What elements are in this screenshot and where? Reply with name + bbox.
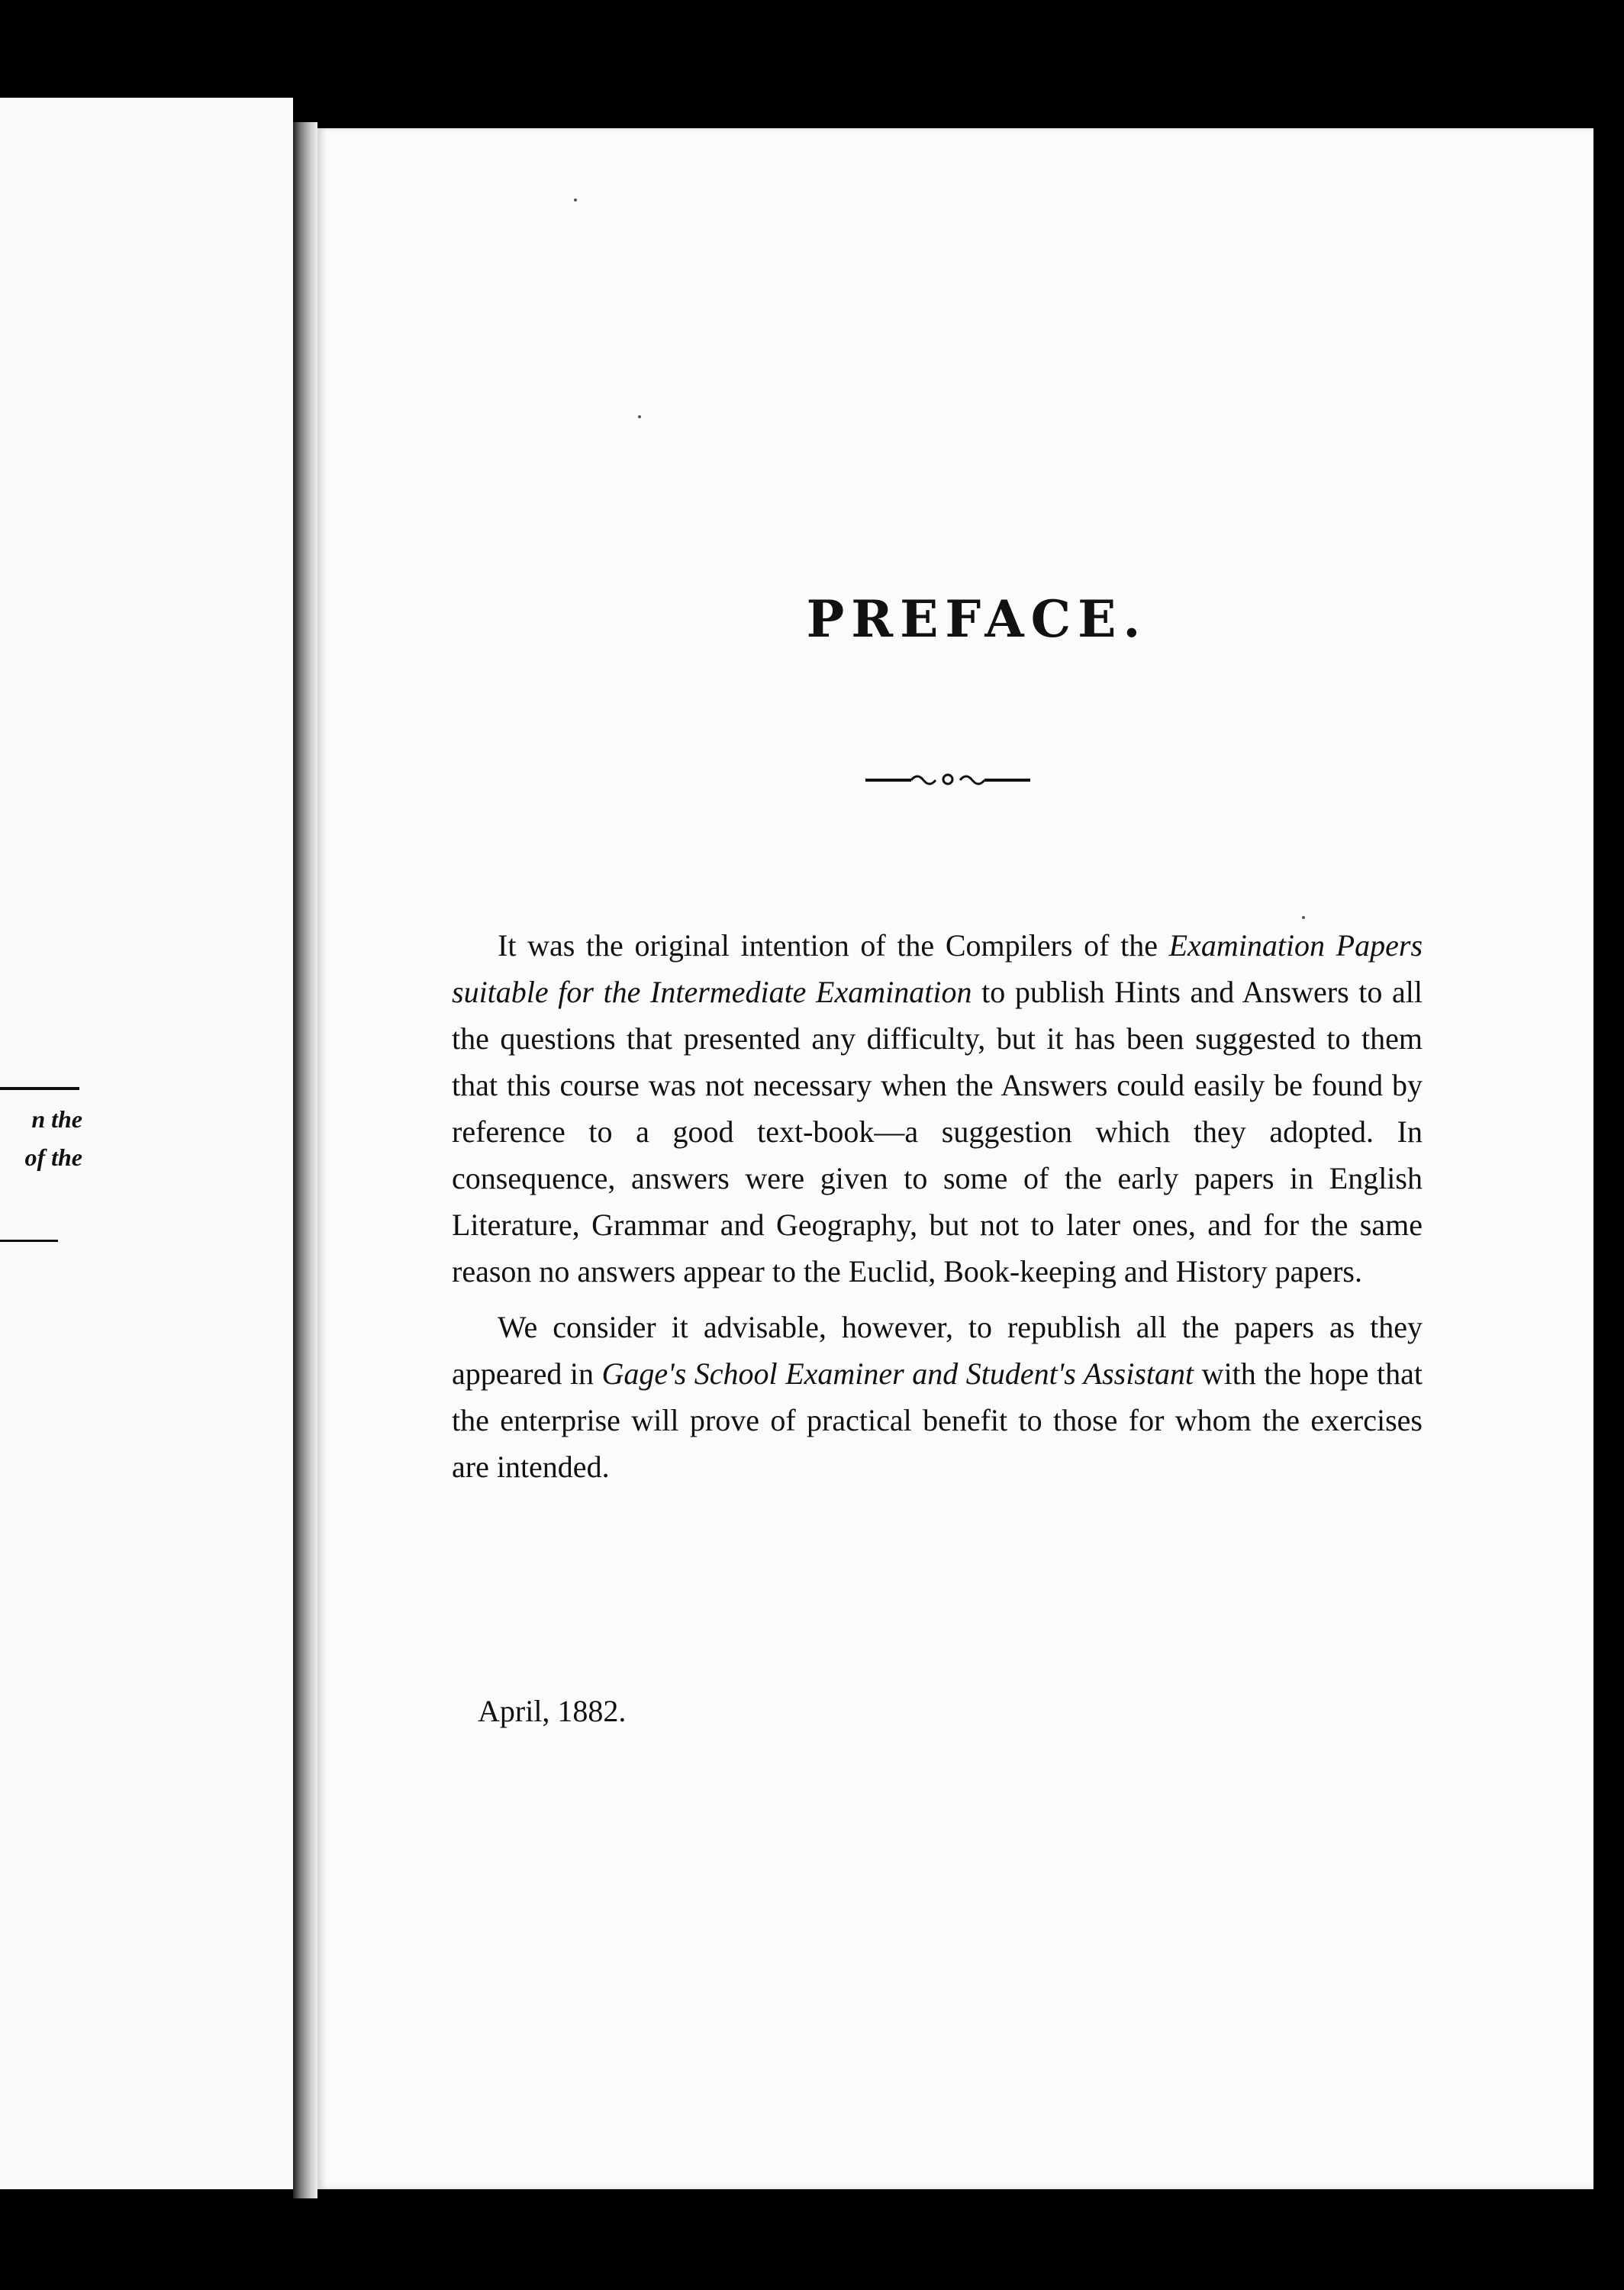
- paragraph-2-rest: with the hope that the enterprise will prove of practical benefit to those for whom the exercises are intended.: [452, 1356, 1423, 1484]
- preface-body: [452, 922, 1423, 1490]
- paragraph-1-intro: It was the original intention of the Compilers of the: [498, 928, 1169, 963]
- left-page-text-line-2: of the: [24, 1143, 82, 1171]
- book-spine: [293, 122, 317, 2198]
- left-page-text-line-1: n the: [31, 1105, 82, 1133]
- paragraph-2-intro: We consider it advisable, however, to republish all the papers as they appeared in: [452, 1310, 1423, 1391]
- left-page: [0, 98, 293, 2189]
- paragraph-1: [452, 922, 1423, 1295]
- left-page-rule-bottom: [0, 1240, 58, 1242]
- paragraph-1-rest: to publish Hints and Answers to all the questions that presented any difficulty, but it has been suggested to them that this course was not necessary when the Answers could easily be found by reference to a good text-book—a suggestion which they adopted. In consequence, answers were given to some of the early papers in English Literature, Grammar and Geography, but not to later ones, and for the same reason no answers appear to the Euclid, Book-keeping and History papers.: [452, 975, 1423, 1289]
- preface-page: [317, 128, 1593, 2189]
- preface-date: April, 1882.: [478, 1694, 627, 1728]
- paper-speck: [574, 198, 577, 202]
- left-page-rule-top: [0, 1087, 79, 1090]
- paragraph-2-italic-title: Gage's School Examiner and Student's Assistant: [601, 1356, 1194, 1391]
- paper-speck: [1302, 916, 1305, 919]
- paragraph-1-italic-title: Examination Papers suitable for the Intermediate Examination: [452, 928, 1423, 1009]
- page-title: PREFACE.: [806, 589, 1148, 649]
- paragraph-2: [452, 1304, 1423, 1490]
- ornament-divider: [864, 768, 1032, 791]
- paper-speck: [638, 415, 641, 418]
